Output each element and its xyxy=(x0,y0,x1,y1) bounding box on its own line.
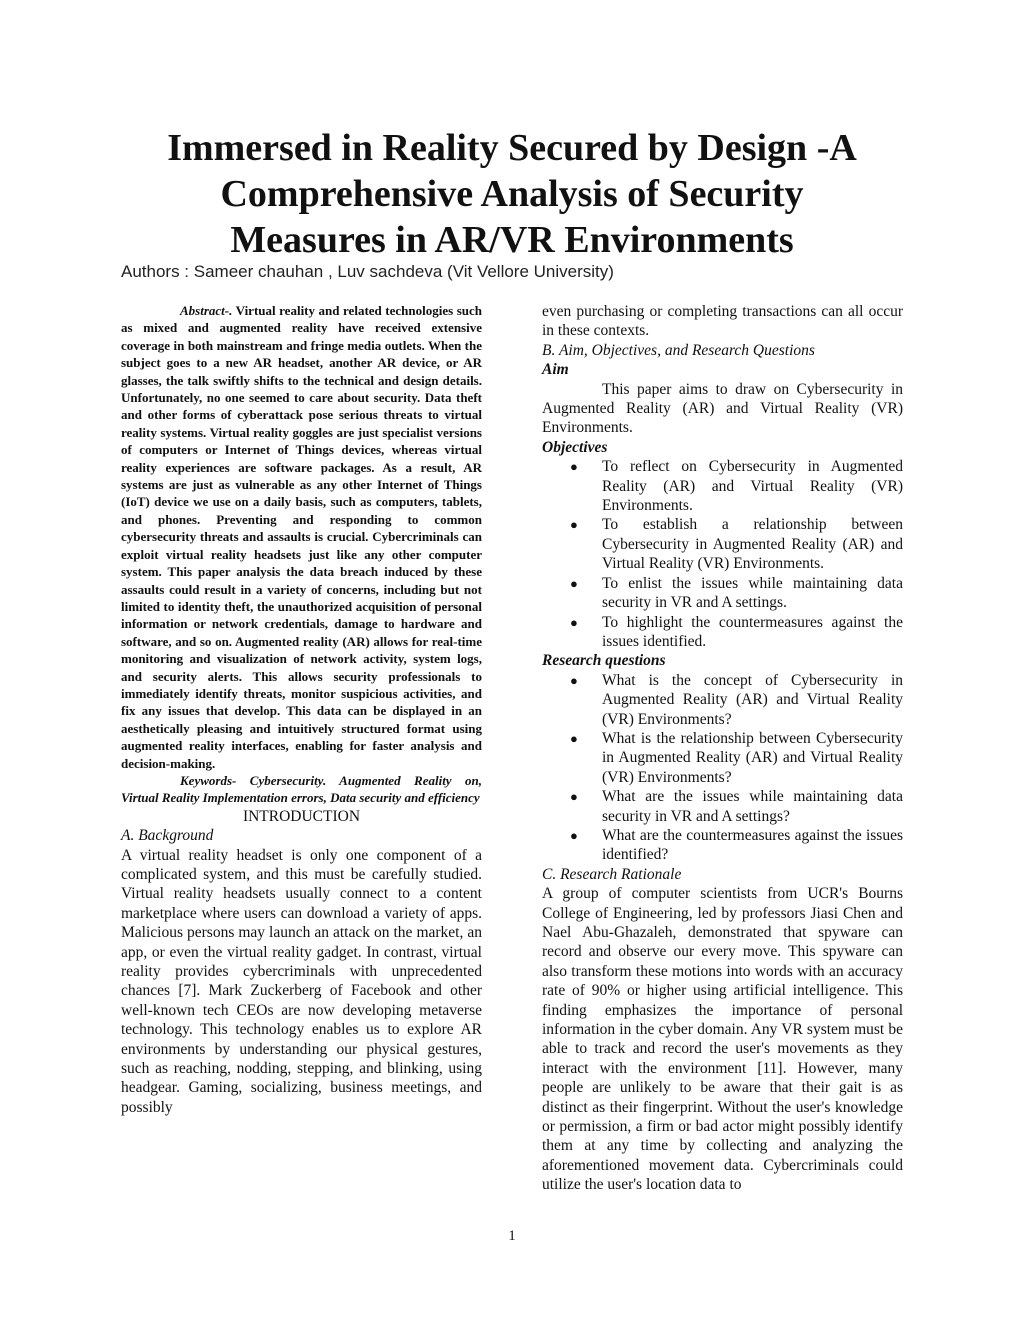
abstract-text: Virtual reality and related technologies such as mixed and augmented reality have received extensive coverage in both mainstream and fringe media outlets. When the subject goes to a new AR headset, another AR device, or AR glasses, the talk swiftly shifts to the technical and design details. Unfortunately, no one seemed to care about security. Data theft and other forms of cyberattack pose serious threats to virtual reality systems. Virtual reality goggles are just specialist versions of computers or Internet of Things devices, whereas virtual reality experiences are software packages. As a result, AR systems are just as vulnerable as any other Internet of Things (IoT) device we use on a daily basis, such as computers, tablets, and phones. Preventing and responding to common cybersecurity threats and assaults is crucial. Cybercriminals can exploit virtual reality headsets just like any other computer system. This paper analysis the data breach induced by these assaults could result in a variety of concerns, including but not limited to identity theft, the unauthorized acquisition of personal information or network credentials, damage to hardware and software, and so on. Augmented reality (AR) allows for real-time monitoring and visualization of network activity, system logs, and security alerts. This allows security professionals to immediately identify threats, monitor suspicious activities, and fix any issues that develop. This data can be displayed in an aesthetically pleasing and intuitively structured format using augmented reality interfaces, enabling for faster analysis and decision-making. xyxy=(121,303,482,771)
title-line-3: Measures in AR/VR Environments xyxy=(230,219,794,261)
abstract-lead: Abstract-. xyxy=(180,303,233,318)
authors-line: Authors : Sameer chauhan , Luv sachdeva (Vit Vellore University) xyxy=(121,262,614,281)
keywords-lead: Keywords- xyxy=(180,772,237,788)
background-heading: A. Background xyxy=(121,827,214,845)
left-column xyxy=(121,302,482,1117)
list-item: ● What is the relationship between Cybersecurity in Augmented Reality (AR) and Virtual Reality (VR) Environments? xyxy=(570,729,903,786)
title-line-1: Immersed in Reality Secured by Design -A xyxy=(167,127,857,169)
list-item: ● To establish a relationship between Cybersecurity in Augmented Reality (AR) and Virtual Reality (VR) Environments. xyxy=(570,516,903,573)
bullet-icon: ● xyxy=(570,614,578,630)
bullet-icon: ● xyxy=(570,827,578,843)
right-column xyxy=(542,302,903,1195)
rationale-heading: C. Research Rationale xyxy=(542,865,682,883)
list-item: ● To enlist the issues while maintaining data security in VR and A settings. xyxy=(570,574,903,612)
list-item: ● To highlight the countermeasures against the issues identified. xyxy=(570,613,903,650)
objectives-list xyxy=(542,457,903,651)
research-questions-list xyxy=(542,671,903,865)
bullet-icon: ● xyxy=(570,575,578,591)
list-item: ● To reflect on Cybersecurity in Augmented Reality (AR) and Virtual Reality (VR) Environments. xyxy=(570,458,903,515)
list-item: ● What are the issues while maintaining data security in VR and A settings? xyxy=(570,788,903,825)
aim-text: This paper aims to draw on Cybersecurity in Augmented Reality (AR) and Virtual Reality (VR) Environments. xyxy=(542,380,903,437)
bullet-icon: ● xyxy=(570,730,578,746)
aim-section-heading: B. Aim, Objectives, and Research Questions xyxy=(542,341,815,359)
bullet-icon: ● xyxy=(570,517,578,533)
page-number: 1 xyxy=(508,1228,516,1244)
keywords-text: Cybersecurity. Augmented Reality on, Virtual Reality Implementation errors, Data security and efficiency xyxy=(121,772,482,806)
background-text: A virtual reality headset is only one component of a complicated system, and this must be carefully studied. Virtual reality headsets usually connect to a content marketplace where users can download a variety of apps. Malicious persons may launch an attack on the market, an app, or even the virtual reality gadget. In contrast, virtual reality provides cybercriminals with unprecedented chances [7]. Mark Zuckerberg of Facebook and other well-known tech CEOs are now developing metaverse technology. This technology enables us to explore AR environments by understanding our physical gestures, such as reaching, nodding, stepping, and blinking, using headgear. Gaming, socializing, business meetings, and possibly xyxy=(121,846,482,1116)
aim-heading: Aim xyxy=(542,361,569,379)
bullet-icon: ● xyxy=(570,789,578,805)
objectives-heading: Objectives xyxy=(542,438,608,456)
bullet-icon: ● xyxy=(570,672,578,688)
abstract xyxy=(121,302,482,772)
research-questions-heading: Research questions xyxy=(542,652,666,670)
title-line-2: Comprehensive Analysis of Security xyxy=(220,173,804,215)
list-item: ● What is the concept of Cybersecurity in Augmented Reality (AR) and Virtual Reality (VR) Environments? xyxy=(570,671,903,728)
rationale-text: A group of computer scientists from UCR's Bourns College of Engineering, led by professors Jiasi Chen and Nael Abu-Ghazaleh, demonstrated that spyware can record and observe our every move. This spyware can also transform these motions into words with an accuracy rate of 90% or higher using artificial intelligence. This finding emphasizes the importance of personal information in the cyber domain. Any VR system must be able to track and record the user's movements as they interact with the environment [11]. However, many people are unlikely to be aware that their gait is as distinct as their fingerprint. Without the user's knowledge or permission, a firm or bad actor might possibly identify them at any time by collecting and analyzing the aforementioned movement data. Cybercriminals could utilize the user's location data to xyxy=(542,885,903,1194)
keywords xyxy=(121,772,482,807)
list-item: ● What are the countermeasures against the issues identified? xyxy=(570,826,903,864)
bullet-icon: ● xyxy=(570,459,578,475)
introduction-heading: INTRODUCTION xyxy=(242,807,361,825)
continuation-text: even purchasing or completing transactions can all occur in these contexts. xyxy=(542,303,903,340)
paper-title xyxy=(112,125,912,263)
